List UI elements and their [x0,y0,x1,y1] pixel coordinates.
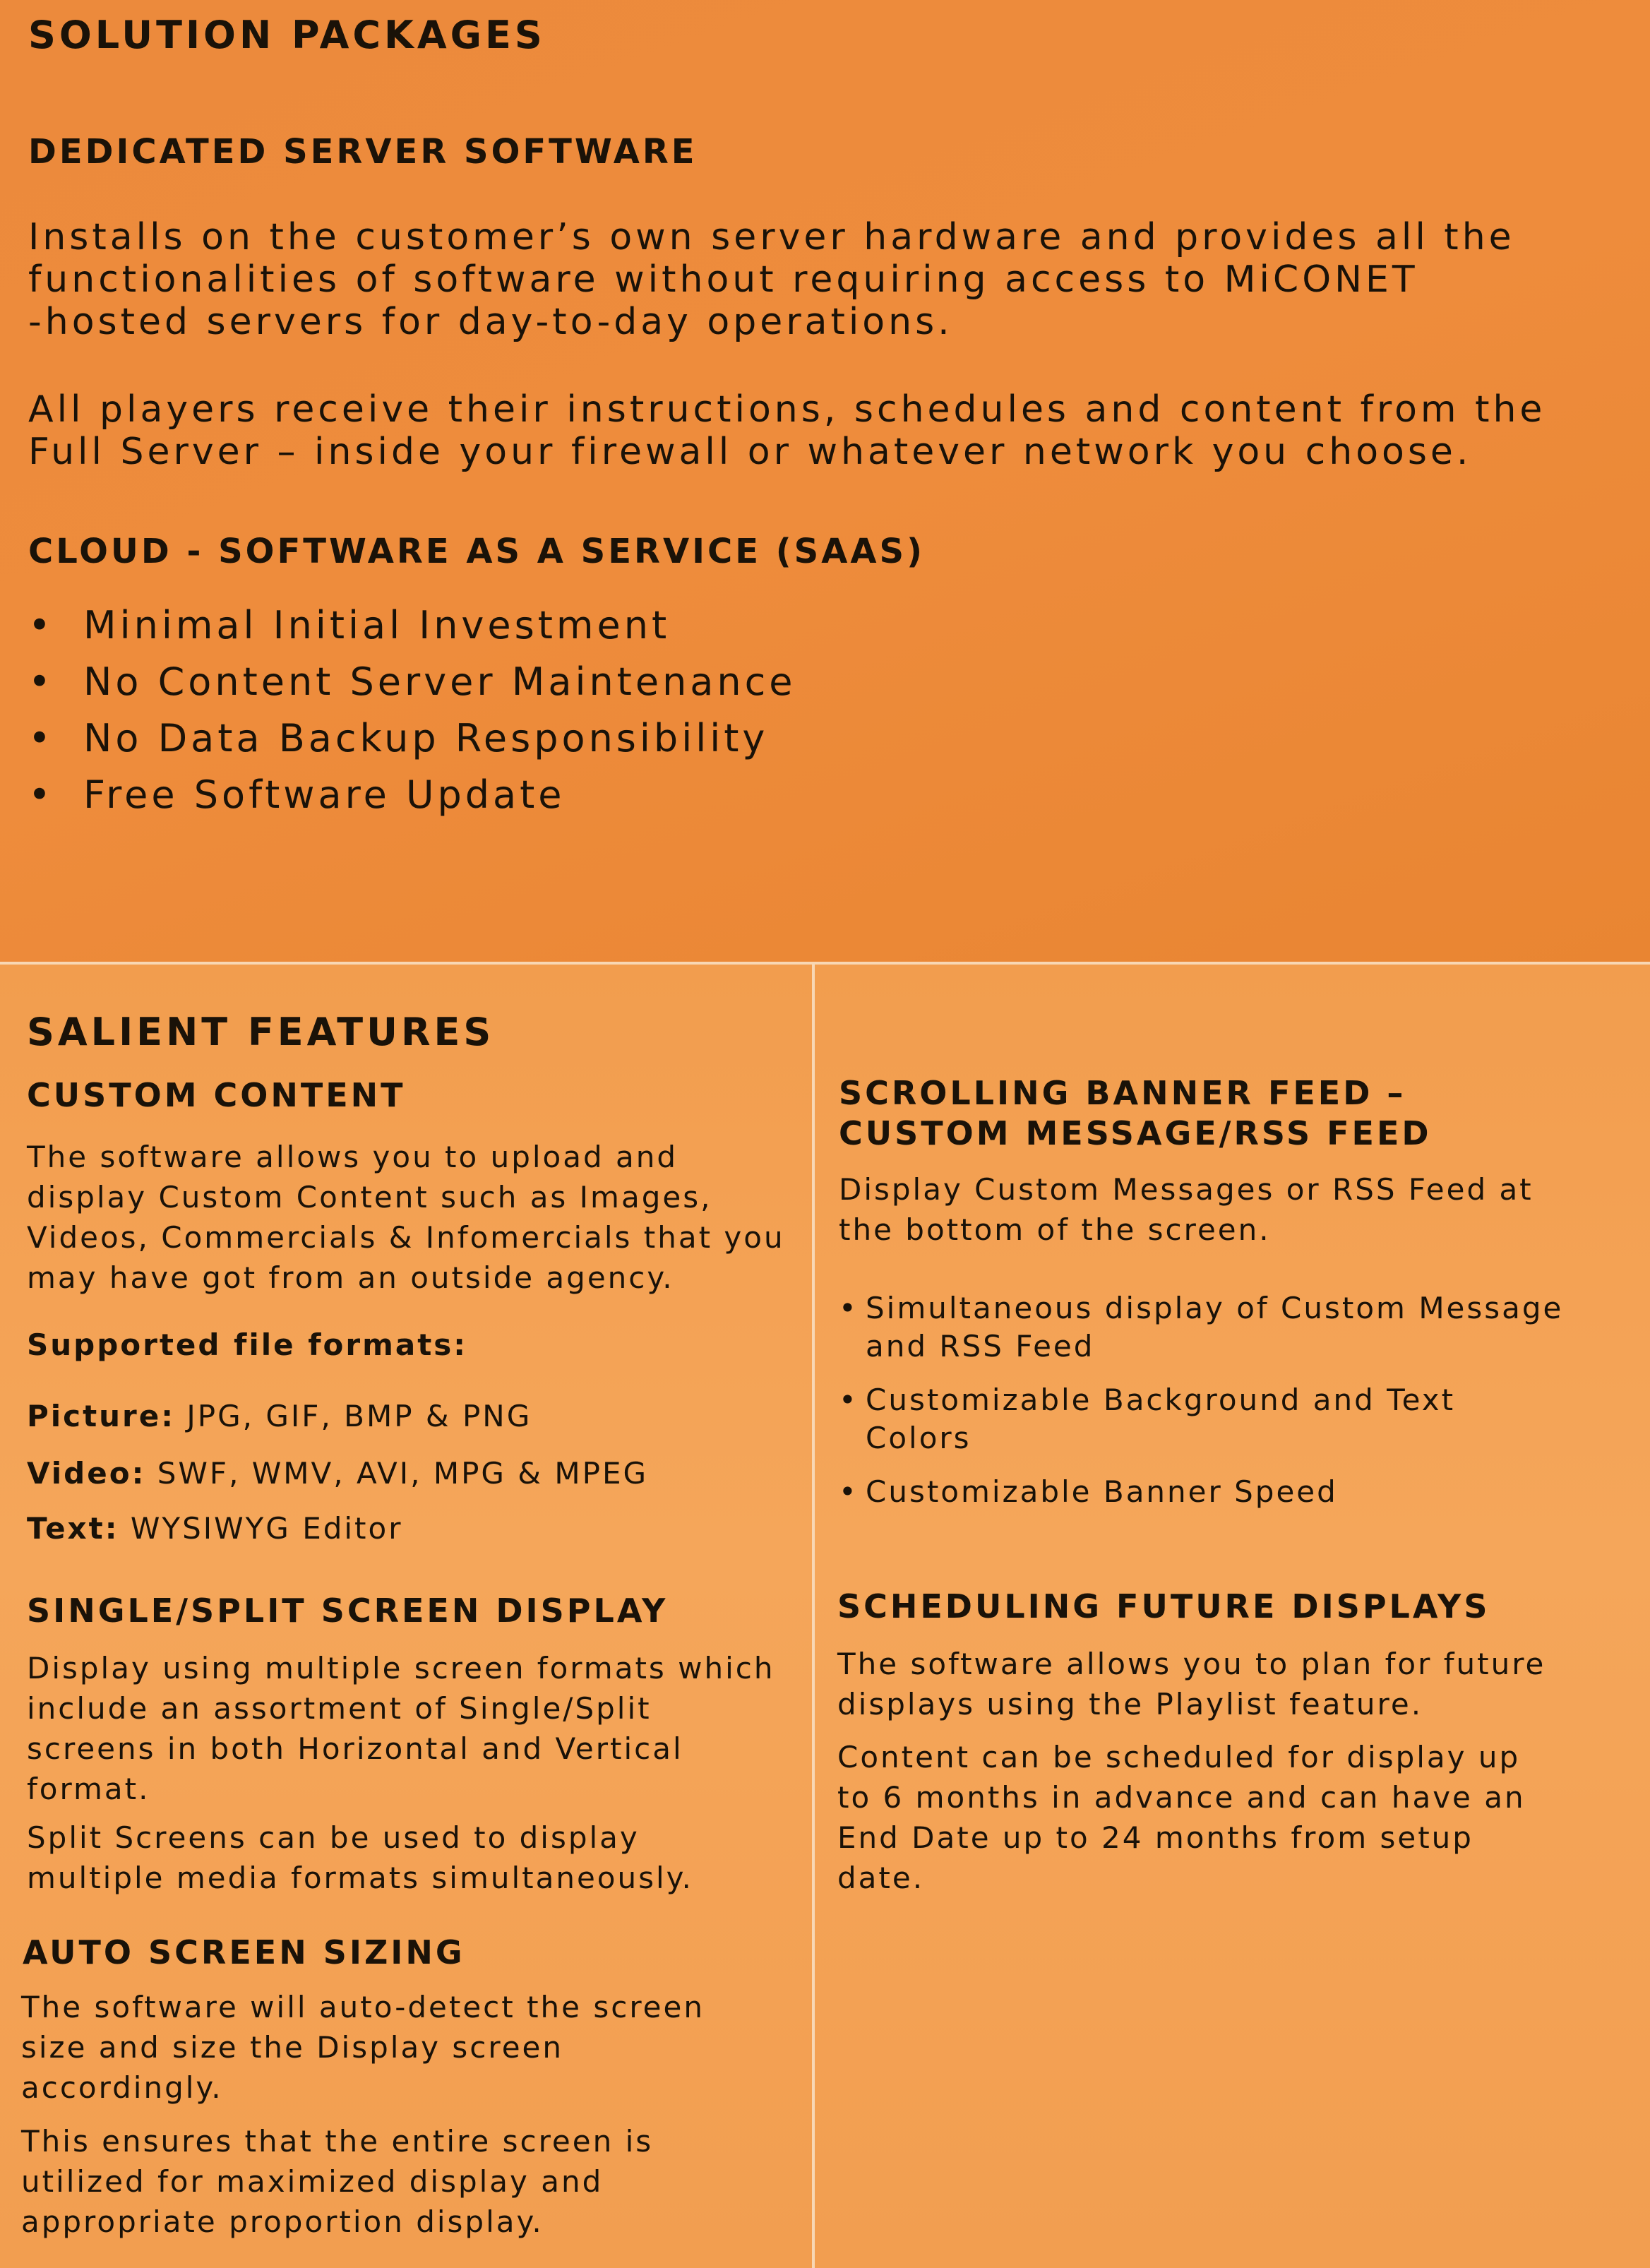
bullet-text: No Content Server Maintenance [83,659,796,704]
bullet-icon: • [28,772,54,817]
list-item [839,1289,1630,1366]
list-item [839,1473,1630,1511]
custom-content-para: The software allows you to upload and display Custom Content such as Images, Videos, Commercials & Infomercials that you may have got from an outside agency. [27,1140,785,1295]
supported-formats-label: Supported file formats: [27,1327,468,1362]
bullet-icon: • [839,1291,859,1325]
video-formats: SWF, WMV, AVI, MPG & MPEG [145,1456,649,1491]
bullet-icon: • [839,1383,859,1417]
auto-sizing-para-2: This ensures that the entire screen is utilized for maximized display and appropriate proportion display. [21,2124,654,2239]
bullet-icon: • [28,603,54,647]
bullet-text: Free Software Update [83,772,566,817]
split-screen-para-1: Display using multiple screen formats which include an assortment of Single/Split screens in both Horizontal and Vertical format. [27,1651,775,1806]
picture-label: Picture: [27,1399,176,1433]
list-item [28,710,1087,767]
banner-feed-title-line-2: CUSTOM MESSAGE/RSS FEED [839,1114,1432,1152]
bullet-icon: • [839,1474,859,1509]
bullet-text: No Data Backup Responsibility [83,716,769,760]
scheduling-title: SCHEDULING FUTURE DISPLAYS [837,1587,1490,1625]
cloud-saas-title: CLOUD - SOFTWARE AS A SERVICE (SAAS) [28,532,926,571]
text-formats: WYSIWYG Editor [119,1511,403,1546]
scheduling-para-2: Content can be scheduled for display up to 6 months in advance and can have an End Date up to 24 months from setup date. [837,1740,1526,1895]
horizontal-divider [0,962,1650,965]
picture-formats: JPG, GIF, BMP & PNG [175,1399,532,1433]
dedicated-server-para-1: Installs on the customer’s own server hardware and provides all the functionalities of software without requiring access to MiCONET -hosted servers for day-to-day operations. [28,216,1515,343]
auto-sizing-title: AUTO SCREEN SIZING [23,1933,465,1971]
bullet-icon: • [28,659,54,704]
vertical-divider [812,965,815,2268]
banner-feed-title [839,1073,1432,1154]
bullet-text: Customizable Background and Text Colors [866,1383,1456,1455]
list-item [28,767,1087,823]
picture-formats-row [27,1396,532,1436]
bullet-icon: • [28,716,54,760]
list-item [28,654,1087,710]
scheduling-para-1: The software allows you to plan for future displays using the Playlist feature. [837,1647,1546,1721]
text-formats-row [27,1508,403,1548]
cloud-benefits-list [28,597,1087,823]
bullet-text: Simultaneous display of Custom Message and RSS Feed [866,1291,1564,1363]
video-formats-row [27,1453,648,1493]
solution-packages-title: SOLUTION PACKAGES [28,13,546,57]
list-item [28,597,1087,654]
salient-features-title: SALIENT FEATURES [27,1010,495,1054]
custom-content-title: CUSTOM CONTENT [27,1076,406,1114]
split-screen-title: SINGLE/SPLIT SCREEN DISPLAY [27,1592,669,1630]
split-screen-para-2: Split Screens can be used to display multiple media formats simultaneously. [27,1820,693,1895]
banner-feed-title-line-1: SCROLLING BANNER FEED – [839,1074,1406,1112]
text-label: Text: [27,1511,119,1546]
list-item [839,1381,1630,1457]
banner-feed-list [839,1289,1630,1511]
banner-feed-para: Display Custom Messages or RSS Feed at the bottom of the screen. [839,1172,1534,1247]
auto-sizing-para-1: The software will auto-detect the screen size and size the Display screen accordingly. [21,1990,705,2105]
video-label: Video: [27,1456,146,1491]
dedicated-server-para-2: All players receive their instructions, schedules and content from the Full Server – inside your firewall or whatever network you choose. [28,388,1546,473]
dedicated-server-title: DEDICATED SERVER SOFTWARE [28,132,698,172]
bullet-text: Customizable Banner Speed [866,1474,1338,1509]
bullet-text: Minimal Initial Investment [83,603,671,647]
